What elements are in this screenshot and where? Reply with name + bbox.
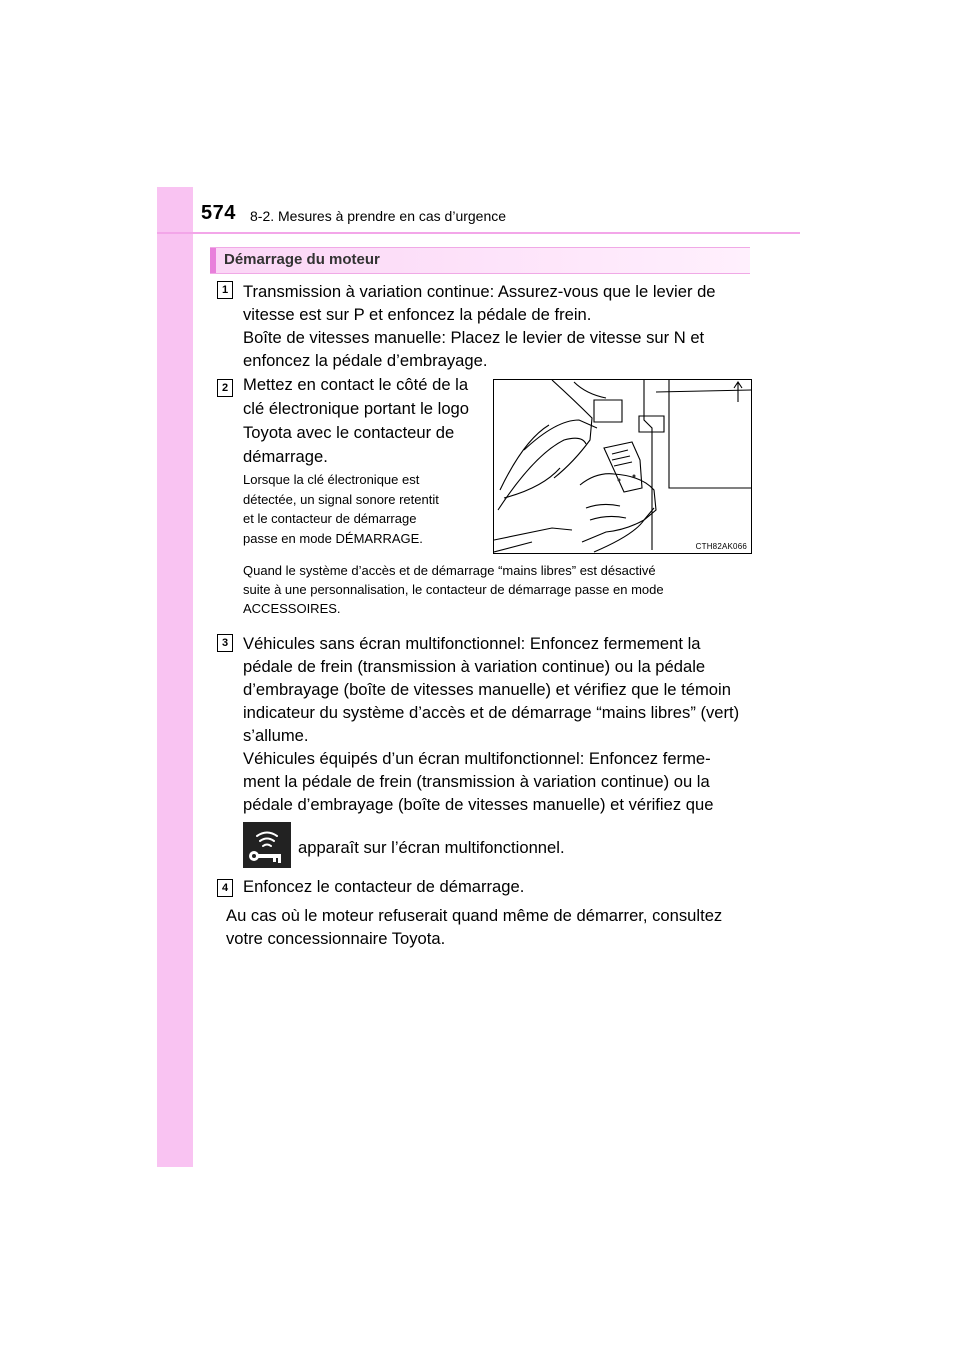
note-line: suite à une personnalisation, le contacteur de démarrage passe en mode	[243, 582, 664, 597]
text-line: ment la pédale de frein (transmission à variation continue) ou la	[243, 772, 710, 791]
header-rule	[157, 232, 800, 234]
text-line: enfoncez la pédale d’embrayage.	[243, 351, 488, 370]
text-line: votre concessionnaire Toyota.	[226, 929, 446, 948]
note-line: ACCESSOIRES.	[243, 601, 341, 616]
figure-key-to-start-switch	[493, 379, 752, 554]
key-to-start-switch-illustration	[494, 380, 751, 553]
step-number-3: 3	[217, 634, 233, 652]
step-1-text	[243, 280, 746, 372]
step-number-1: 1	[217, 281, 233, 299]
note-line: et le contacteur de démarrage	[243, 511, 417, 526]
smart-key-symbol	[243, 822, 291, 868]
text-line: Transmission à variation continue: Assurez-vous que le levier de	[243, 282, 716, 301]
chapter-title: 8-2. Mesures à prendre en cas d’urgence	[250, 208, 507, 224]
side-band	[157, 187, 193, 1167]
text-line: Véhicules sans écran multifonctionnel: Enfoncez fermement la	[243, 634, 701, 653]
text-line: Enfoncez le contacteur de démarrage.	[243, 877, 525, 896]
text-line: Véhicules équipés d’un écran multifonctionnel: Enfoncez ferme-	[243, 749, 711, 768]
step-2-note	[243, 470, 480, 548]
step-number-4: 4	[217, 879, 233, 897]
figure-code: CTH82AK066	[695, 542, 747, 551]
text-line: pédale d’embrayage (boîte de vitesses manuelle) et vérifiez que	[243, 795, 714, 814]
note-line: détectée, un signal sonore retentit	[243, 491, 439, 507]
text-line: vitesse est sur P et enfoncez la pédale de frein.	[243, 305, 592, 324]
step-3-text	[243, 632, 746, 816]
text-line: d’embrayage (boîte de vitesses manuelle) et vérifiez que le témoin	[243, 680, 731, 699]
text-line: s’allume.	[243, 726, 309, 745]
note-line: Quand le système d’accès et de démarrage “mains libres” est désactivé	[243, 563, 656, 578]
section-header	[210, 247, 750, 274]
text-line: Au cas où le moteur refuserait quand même de démarrer, consultez	[226, 906, 723, 925]
page-number: 574	[201, 202, 236, 224]
text-line: clé électronique portant le logo	[243, 399, 470, 418]
text-line: Boîte de vitesses manuelle: Placez le levier de vitesse sur N et	[243, 328, 705, 347]
step-number-2: 2	[217, 379, 233, 397]
text-line: démarrage.	[243, 447, 328, 466]
note-line: passe en mode DÉMARRAGE.	[243, 530, 423, 546]
step-2-text	[243, 373, 480, 469]
step-2-note-2	[243, 561, 746, 618]
note-line: Lorsque la clé électronique est	[243, 472, 420, 487]
icon-caption: apparaît sur l’écran multifonctionnel.	[298, 838, 565, 857]
section-title: Démarrage du moteur	[224, 251, 380, 268]
text-line: Mettez en contact le côté de la	[243, 375, 469, 394]
text-line: pédale de frein (transmission à variation continue) ou la pédale	[243, 657, 706, 676]
text-line: Toyota avec le contacteur de	[243, 423, 455, 442]
closing-paragraph	[226, 904, 746, 950]
section-accent	[210, 248, 216, 273]
smart-key-indicator-icon	[243, 822, 291, 868]
step-4-text	[243, 875, 746, 898]
text-line: indicateur du système d’accès et de démarrage “mains libres” (vert)	[243, 703, 740, 722]
